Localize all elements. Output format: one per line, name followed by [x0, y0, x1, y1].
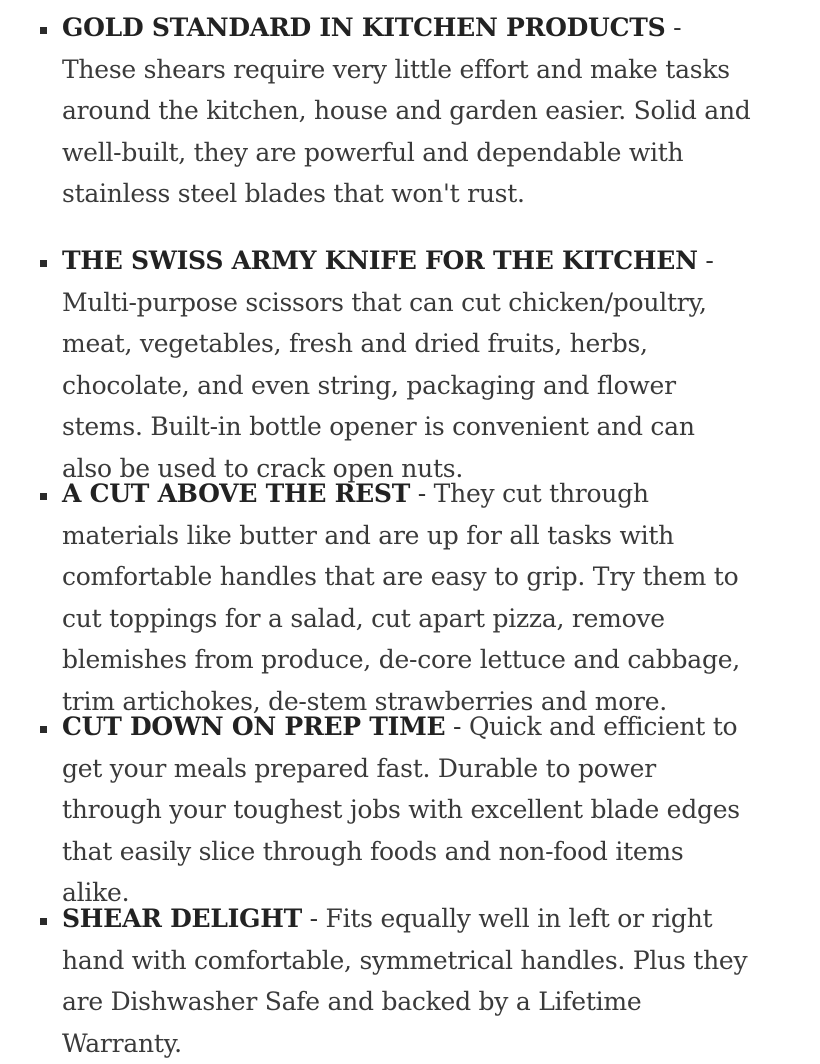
- feature-separator: -: [697, 246, 714, 275]
- feature-separator: -: [445, 712, 469, 741]
- feature-description: Multi-purpose scissors that can cut chicken/poultry, meat, vegetables, fresh and dried fruits, herbs, chocolate, and even string, packaging and flower stems. Built-in bottle opener is convenient and can also be used to crack open nuts.: [62, 287, 707, 483]
- list-item: [62, 898, 752, 1064]
- feature-separator: -: [301, 904, 326, 933]
- feature-heading: SHEAR DELIGHT: [62, 904, 302, 933]
- square-bullet-icon: [40, 260, 47, 267]
- list-item: [62, 473, 752, 722]
- list-item: [62, 240, 752, 489]
- feature-description: Quick and efficient to get your meals prepared fast. Durable to power through your toughest jobs with excellent blade edges that easily slice through foods and non-food items alike.: [62, 712, 740, 907]
- feature-description: Fits equally well in left or right hand with comfortable, symmetrical handles. Plus they are Dishwasher Safe and backed by a Lifetime Warranty.: [62, 904, 748, 1058]
- feature-separator: -: [665, 13, 682, 42]
- feature-description: They cut through materials like butter and are up for all tasks with comfortable handles that are easy to grip. Try them to cut toppings for a salad, cut apart pizza, remove blemishes from produce, de-core lettuce and cabbage, trim artichokes, de-stem strawberries and more.: [62, 479, 740, 716]
- square-bullet-icon: [40, 726, 47, 733]
- square-bullet-icon: [40, 918, 47, 925]
- feature-heading: GOLD STANDARD IN KITCHEN PRODUCTS: [62, 13, 666, 42]
- list-item: [62, 706, 752, 914]
- square-bullet-icon: [40, 493, 47, 500]
- feature-heading: A CUT ABOVE THE REST: [62, 479, 411, 508]
- feature-heading: CUT DOWN ON PREP TIME: [62, 712, 446, 741]
- list-item: [62, 7, 752, 215]
- feature-heading: THE SWISS ARMY KNIFE FOR THE KITCHEN: [62, 246, 698, 275]
- feature-separator: -: [410, 479, 434, 508]
- feature-description: These shears require very little effort and make tasks around the kitchen, house and garden easier. Solid and well-built, they are powerful and dependable with stainless steel blades that won't rust.: [62, 54, 751, 208]
- square-bullet-icon: [40, 27, 47, 34]
